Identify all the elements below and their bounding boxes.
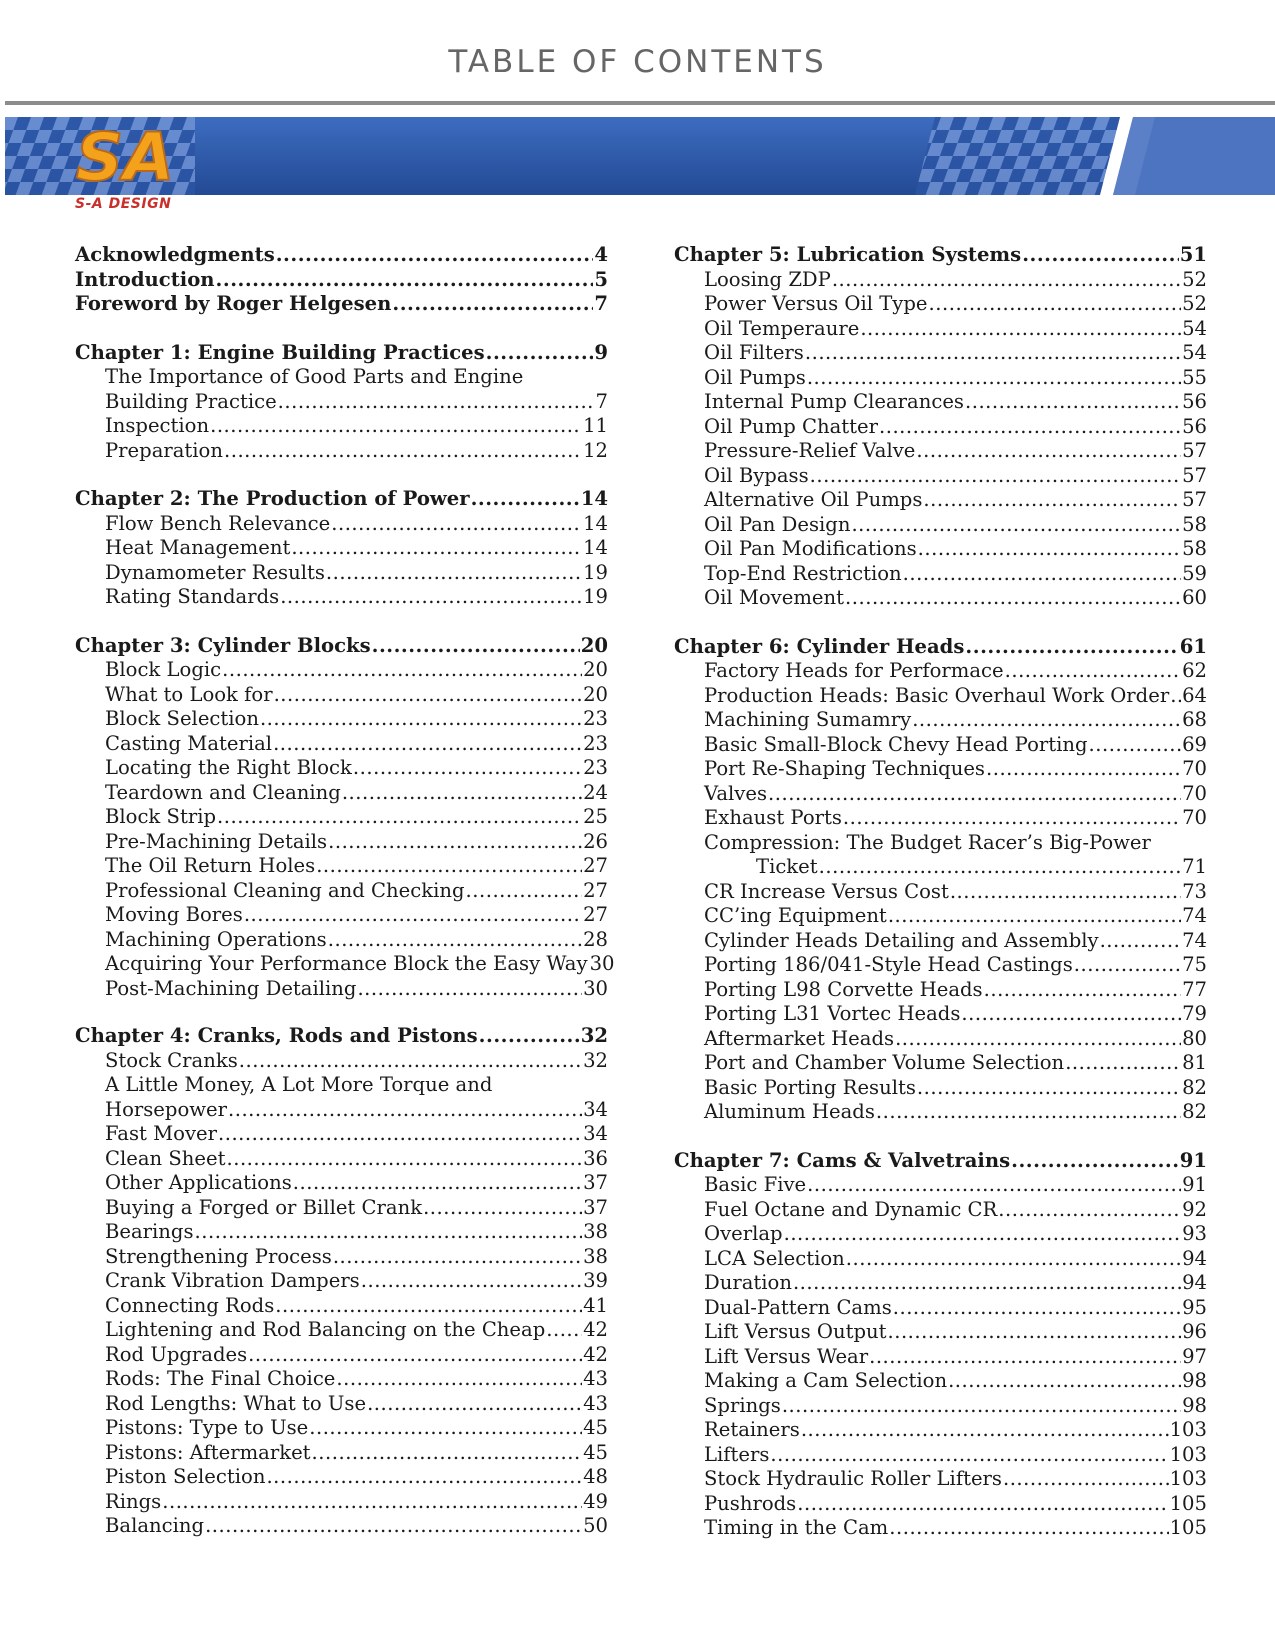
toc-left-column <box>75 243 615 1539</box>
toc-right-column <box>674 243 1207 1541</box>
toc-entry[interactable]: CC’ing Equipment ..... 74 <box>674 904 1207 929</box>
toc-entry[interactable]: Lift Versus Output ..... 96 <box>674 1320 1207 1345</box>
toc-entry[interactable]: Heat Management ..... 14 <box>75 536 608 561</box>
sa-logo-icon <box>68 118 183 194</box>
toc-entry[interactable]: Valves ..... 70 <box>674 782 1207 807</box>
toc-entry[interactable]: Machining Sumamry ..... 68 <box>674 708 1207 733</box>
toc-entry[interactable]: Machining Operations ..... 28 <box>75 928 608 953</box>
toc-entry[interactable]: Balancing ..... 50 <box>75 1514 608 1539</box>
toc-entry[interactable]: Preparation ..... 12 <box>75 439 608 464</box>
toc-entry[interactable]: Strengthening Process ..... 38 <box>75 1245 608 1270</box>
toc-entry[interactable]: Pressure-Relief Valve ..... 57 <box>674 439 1207 464</box>
toc-entry[interactable]: Pushrods ..... 105 <box>674 1492 1207 1517</box>
toc-entry[interactable]: Rod Upgrades ..... 42 <box>75 1343 608 1368</box>
toc-entry-wrapped[interactable]: The Importance of Good Parts and Engine <box>105 365 524 388</box>
toc-entry[interactable]: Piston Selection ..... 48 <box>75 1465 608 1490</box>
toc-entry[interactable]: Retainers ..... 103 <box>674 1418 1207 1443</box>
toc-entry[interactable]: Block Strip ..... 25 <box>75 805 608 830</box>
toc-entry[interactable]: Block Selection ..... 23 <box>75 707 608 732</box>
toc-entry[interactable]: Basic Five ..... 91 <box>674 1173 1207 1198</box>
toc-entry[interactable]: Buying a Forged or Billet Crank ..... 37 <box>75 1196 608 1221</box>
toc-entry[interactable]: Flow Bench Relevance ..... 14 <box>75 512 608 537</box>
toc-entry[interactable]: Oil Bypass ..... 57 <box>674 464 1207 489</box>
chapter-heading[interactable]: Chapter 3: Cylinder Blocks ..... 20 <box>75 634 608 659</box>
toc-entry[interactable]: Pistons: Aftermarket ..... 45 <box>75 1441 608 1466</box>
toc-entry[interactable]: Cylinder Heads Detailing and Assembly ..... 74 <box>674 929 1207 954</box>
toc-entry[interactable]: Oil Pumps ..... 55 <box>674 366 1207 391</box>
chapter-heading[interactable]: Chapter 5: Lubrication Systems ..... 51 <box>674 243 1207 268</box>
toc-entry-wrapped[interactable]: Compression: The Budget Racer’s Big-Power <box>704 830 1151 854</box>
toc-entry-wrapped[interactable]: A Little Money, A Lot More Torque and <box>105 1073 493 1096</box>
toc-entry[interactable]: Moving Bores ..... 27 <box>75 903 608 928</box>
toc-entry[interactable]: CR Increase Versus Cost ..... 73 <box>674 880 1207 905</box>
chapter-heading[interactable]: Chapter 1: Engine Building Practices ..... 9 <box>75 341 608 366</box>
toc-entry[interactable]: Pistons: Type to Use ..... 45 <box>75 1416 608 1441</box>
chapter-heading[interactable]: Chapter 7: Cams & Valvetrains ..... 91 <box>674 1149 1207 1174</box>
toc-entry[interactable]: Oil Temperaure ..... 54 <box>674 317 1207 342</box>
toc-entry[interactable]: Exhaust Ports ..... 70 <box>674 806 1207 831</box>
toc-entry[interactable]: Porting L98 Corvette Heads ..... 77 <box>674 978 1207 1003</box>
toc-entry[interactable]: Fast Mover ..... 34 <box>75 1122 608 1147</box>
toc-entry[interactable]: Porting L31 Vortec Heads ..... 79 <box>674 1002 1207 1027</box>
toc-entry[interactable]: Springs ..... 98 <box>674 1394 1207 1419</box>
toc-entry[interactable]: Duration ..... 94 <box>674 1271 1207 1296</box>
toc-entry[interactable]: Port Re-Shaping Techniques ..... 70 <box>674 757 1207 782</box>
toc-entry[interactable]: Internal Pump Clearances ..... 56 <box>674 390 1207 415</box>
toc-entry[interactable]: Oil Filters ..... 54 <box>674 341 1207 366</box>
toc-entry[interactable]: Alternative Oil Pumps ..... 57 <box>674 488 1207 513</box>
toc-entry[interactable]: Loosing ZDP ..... 52 <box>674 268 1207 293</box>
chapter-heading[interactable]: Chapter 2: The Production of Power ..... 14 <box>75 487 608 512</box>
toc-entry[interactable]: Block Logic ..... 20 <box>75 658 608 683</box>
toc-entry[interactable]: Rod Lengths: What to Use ..... 43 <box>75 1392 608 1417</box>
toc-entry[interactable]: Oil Movement ..... 60 <box>674 586 1207 611</box>
toc-entry[interactable]: Rating Standards ..... 19 <box>75 585 608 610</box>
toc-entry[interactable]: Inspection ..... 11 <box>75 414 608 439</box>
header-rule <box>5 101 1275 105</box>
toc-entry[interactable]: Timing in the Cam ..... 105 <box>674 1516 1207 1541</box>
logo-text: SA <box>75 119 175 194</box>
toc-entry[interactable]: LCA Selection ..... 94 <box>674 1247 1207 1272</box>
toc-entry[interactable]: Casting Material ..... 23 <box>75 732 608 757</box>
toc-entry[interactable]: Teardown and Cleaning ..... 24 <box>75 781 608 806</box>
toc-entry[interactable]: Locating the Right Block ..... 23 <box>75 756 608 781</box>
toc-entry[interactable]: Ticket ..... 71 <box>674 855 1207 880</box>
toc-entry[interactable]: Lightening and Rod Balancing on the Cheap ..... 42 <box>75 1318 608 1343</box>
toc-entry[interactable]: Dynamometer Results ..... 19 <box>75 561 608 586</box>
toc-entry[interactable]: Professional Cleaning and Checking ..... 27 <box>75 879 608 904</box>
header-banner <box>5 117 1275 195</box>
toc-entry[interactable]: Factory Heads for Performace ..... 62 <box>674 659 1207 684</box>
toc-entry[interactable]: Post-Machining Detailing ..... 30 <box>75 977 608 1002</box>
toc-entry[interactable]: Lift Versus Wear ..... 97 <box>674 1345 1207 1370</box>
toc-entry[interactable]: Lifters ..... 103 <box>674 1443 1207 1468</box>
toc-entry[interactable]: What to Look for ..... 20 <box>75 683 608 708</box>
toc-entry[interactable]: Making a Cam Selection ..... 98 <box>674 1369 1207 1394</box>
toc-entry[interactable]: Power Versus Oil Type ..... 52 <box>674 292 1207 317</box>
toc-entry[interactable]: Overlap ..... 93 <box>674 1222 1207 1247</box>
toc-entry[interactable]: Stock Hydraulic Roller Lifters ..... 103 <box>674 1467 1207 1492</box>
toc-entry[interactable]: Stock Cranks ..... 32 <box>75 1049 608 1074</box>
toc-entry[interactable]: Other Applications ..... 37 <box>75 1171 608 1196</box>
toc-entry[interactable]: Connecting Rods ..... 41 <box>75 1294 608 1319</box>
toc-entry[interactable]: Porting 186/041-Style Head Castings ..... 75 <box>674 953 1207 978</box>
toc-entry[interactable]: Bearings ..... 38 <box>75 1220 608 1245</box>
page-title: TABLE OF CONTENTS <box>448 44 827 80</box>
chapter-heading[interactable]: Chapter 4: Cranks, Rods and Pistons ..... 32 <box>75 1024 608 1049</box>
toc-entry[interactable]: Clean Sheet ..... 36 <box>75 1147 608 1172</box>
toc-entry[interactable]: Dual-Pattern Cams ..... 95 <box>674 1296 1207 1321</box>
toc-entry[interactable]: Oil Pan Design ..... 58 <box>674 513 1207 538</box>
toc-entry[interactable]: Introduction ..... 5 <box>75 268 608 293</box>
toc-entry[interactable]: Crank Vibration Dampers ..... 39 <box>75 1269 608 1294</box>
toc-entry[interactable]: Top-End Restriction ..... 59 <box>674 562 1207 587</box>
toc-entry[interactable]: Aluminum Heads ..... 82 <box>674 1100 1207 1125</box>
toc-entry[interactable]: Oil Pan Modifications ..... 58 <box>674 537 1207 562</box>
toc-entry[interactable]: Port and Chamber Volume Selection ..... 81 <box>674 1051 1207 1076</box>
toc-entry[interactable]: Building Practice ..... 7 <box>75 390 608 415</box>
toc-entry[interactable]: Oil Pump Chatter ..... 56 <box>674 415 1207 440</box>
toc-entry[interactable]: Fuel Octane and Dynamic CR ..... 92 <box>674 1198 1207 1223</box>
toc-entry[interactable]: Horsepower ..... 34 <box>75 1098 608 1123</box>
toc-entry[interactable]: Rings ..... 49 <box>75 1490 608 1515</box>
toc-entry[interactable]: Pre-Machining Details ..... 26 <box>75 830 608 855</box>
toc-entry[interactable]: Production Heads: Basic Overhaul Work Order ..... 64 <box>674 684 1207 709</box>
toc-entry[interactable]: Basic Small-Block Chevy Head Porting ..... 69 <box>674 733 1207 758</box>
chapter-heading[interactable]: Chapter 6: Cylinder Heads ..... 61 <box>674 635 1207 660</box>
toc-entry[interactable]: Basic Porting Results ..... 82 <box>674 1076 1207 1101</box>
logo-subtitle: S-A DESIGN <box>75 196 172 212</box>
toc-entry[interactable]: Foreword by Roger Helgesen ..... 7 <box>75 292 608 317</box>
toc-entry[interactable]: Acquiring Your Performance Block the Easy Way 30 <box>105 952 615 975</box>
toc-entry[interactable]: Rods: The Final Choice ..... 43 <box>75 1367 608 1392</box>
toc-entry[interactable]: Acknowledgments ..... 4 <box>75 243 608 268</box>
toc-entry[interactable]: Aftermarket Heads ..... 80 <box>674 1027 1207 1052</box>
toc-entry[interactable]: The Oil Return Holes ..... 27 <box>75 854 608 879</box>
